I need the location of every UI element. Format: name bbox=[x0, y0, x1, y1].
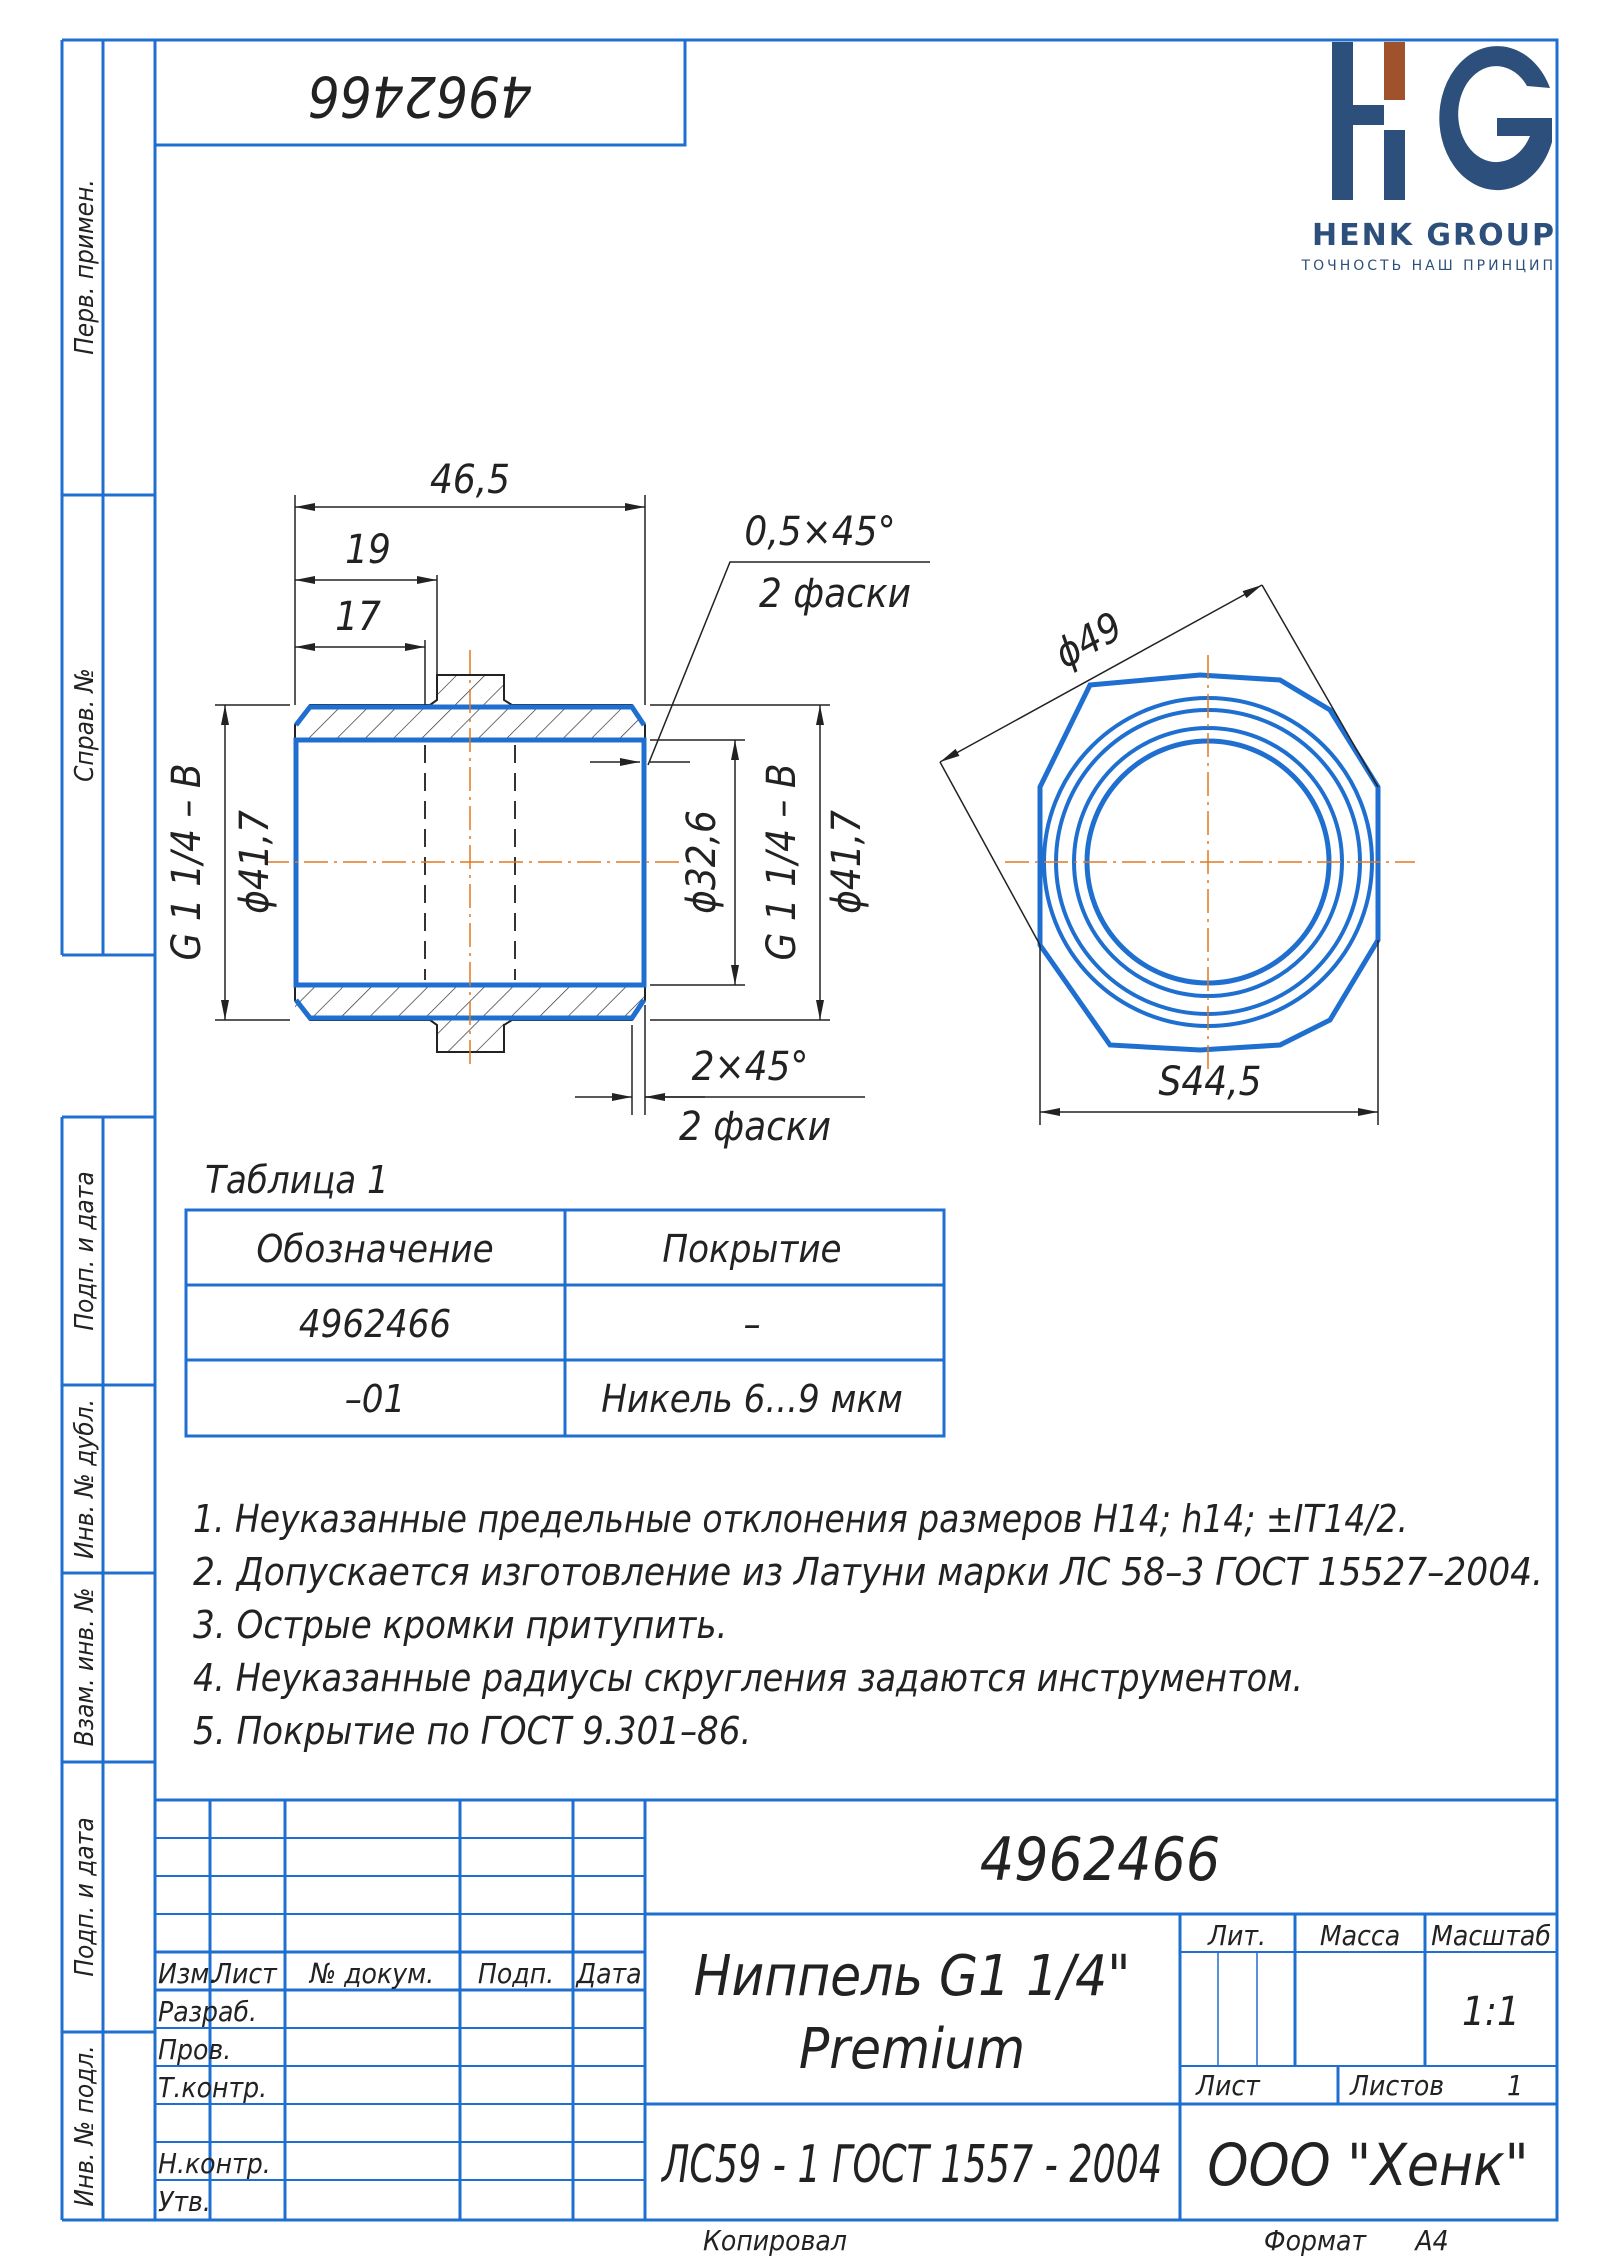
tb-sheets-value: 1 bbox=[1506, 2069, 1524, 2102]
tb-row-utv: Утв. bbox=[158, 2185, 211, 2218]
side-label-vzam-inv: Взам. инв. № bbox=[70, 1587, 100, 1747]
footer-kopiroval: Копировал bbox=[703, 2224, 847, 2257]
footer-format: Формат bbox=[1263, 2224, 1367, 2257]
dim-overall-length: 46,5 bbox=[429, 457, 511, 503]
tb-name-line2: Premium bbox=[798, 2017, 1026, 2082]
note-3: 3. Острые кромки притупить. bbox=[193, 1603, 728, 1647]
table-cell: 4962466 bbox=[298, 1302, 452, 1346]
side-label-inv-podl: Инв. № подл. bbox=[70, 2045, 100, 2207]
dim-hex-dia: ϕ49 bbox=[1047, 603, 1131, 678]
tb-row-razrab: Разраб. bbox=[158, 1995, 257, 2028]
end-view bbox=[1005, 655, 1415, 1070]
dim-thread-right: G 1 1/4 – B bbox=[759, 763, 805, 961]
side-label-sprav: Справ. № bbox=[70, 668, 100, 782]
table-header-designation: Обозначение bbox=[256, 1227, 494, 1271]
table-cell: Никель 6...9 мкм bbox=[601, 1377, 903, 1421]
footer-format-value: А4 bbox=[1415, 2224, 1449, 2257]
side-labels bbox=[70, 179, 100, 2206]
side-label-inv-dubl: Инв. № дубл. bbox=[70, 1398, 100, 1560]
dim-chamfer-top-count: 2 фаски bbox=[758, 571, 912, 617]
note-2: 2. Допускается изготовление из Латуни марки ЛС 58–3 ГОСТ 15527–2004. bbox=[193, 1550, 1543, 1594]
dim-length-17: 17 bbox=[335, 594, 381, 640]
dim-chamfer-top: 0,5×45° bbox=[744, 509, 896, 555]
tb-col-data: Дата bbox=[576, 1957, 642, 1990]
table-caption: Таблица 1 bbox=[205, 1158, 389, 1202]
title-block bbox=[155, 1800, 1557, 2220]
logo-tagline: ТОЧНОСТЬ НАШ ПРИНЦИП bbox=[1301, 258, 1556, 274]
coating-table bbox=[186, 1158, 944, 1436]
dim-length-19: 19 bbox=[345, 527, 391, 573]
henk-group-logo bbox=[1301, 42, 1556, 274]
side-label-perv-primen: Перв. примен. bbox=[70, 179, 100, 355]
tb-designation: 4962466 bbox=[979, 1825, 1221, 1895]
tb-name-line1: Ниппель G1 1/4" bbox=[693, 1944, 1131, 2009]
note-1: 1. Неуказанные предельные отклонения размеров Н14; h14; ±IT14/2. bbox=[193, 1497, 1408, 1541]
table-cell: –01 bbox=[344, 1377, 406, 1421]
dim-dia-left: ϕ41,7 bbox=[232, 810, 278, 914]
tb-col-docum: № докум. bbox=[309, 1957, 435, 1990]
footer bbox=[703, 2224, 1449, 2257]
dim-chamfer-bottom-count: 2 фаски bbox=[678, 1104, 832, 1150]
table-cell: – bbox=[743, 1302, 761, 1346]
section-view bbox=[265, 650, 680, 1070]
tb-col-podp: Подп. bbox=[477, 1957, 555, 1990]
side-label-podp-data-2: Подп. и дата bbox=[70, 1817, 100, 1977]
dimensions bbox=[164, 457, 1378, 1150]
top-stamp-number: 4962466 bbox=[307, 62, 533, 128]
dim-dia-right: ϕ41,7 bbox=[824, 810, 870, 914]
side-label-podp-data-1: Подп. и дата bbox=[70, 1171, 100, 1331]
tb-masshtab: Масштаб bbox=[1431, 1919, 1551, 1952]
dim-thread-left: G 1 1/4 – B bbox=[164, 763, 210, 961]
tb-row-nkontr: Н.контр. bbox=[158, 2147, 271, 2180]
tb-company: ООО "Хенк" bbox=[1207, 2131, 1529, 2199]
note-5: 5. Покрытие по ГОСТ 9.301–86. bbox=[193, 1709, 752, 1753]
dim-dia-inner: ϕ32,6 bbox=[679, 810, 725, 914]
table-header-coating: Покрытие bbox=[662, 1227, 842, 1271]
tb-massa: Масса bbox=[1319, 1919, 1401, 1952]
tb-sheets: Листов bbox=[1350, 2069, 1445, 2102]
tb-material: ЛС59 - 1 ГОСТ 1557 - 2004 bbox=[660, 2135, 1162, 2195]
tb-col-izm: Изм. bbox=[158, 1957, 218, 1990]
tb-col-list: Лист bbox=[213, 1957, 277, 1990]
tb-row-tkontr: Т.контр. bbox=[158, 2071, 268, 2104]
tb-row-prov: Пров. bbox=[158, 2033, 232, 2066]
tb-sheet: Лист bbox=[1196, 2069, 1260, 2102]
dim-chamfer-bottom: 2×45° bbox=[691, 1044, 809, 1090]
technical-notes bbox=[193, 1497, 1543, 1753]
logo-company: HENK GROUP bbox=[1312, 218, 1556, 253]
dim-hex-size: S44,5 bbox=[1158, 1059, 1262, 1105]
tb-scale-value: 1:1 bbox=[1462, 1989, 1520, 2035]
note-4: 4. Неуказанные радиусы скругления задаются инструментом. bbox=[193, 1656, 1303, 1700]
tb-lit: Лит. bbox=[1208, 1919, 1266, 1952]
